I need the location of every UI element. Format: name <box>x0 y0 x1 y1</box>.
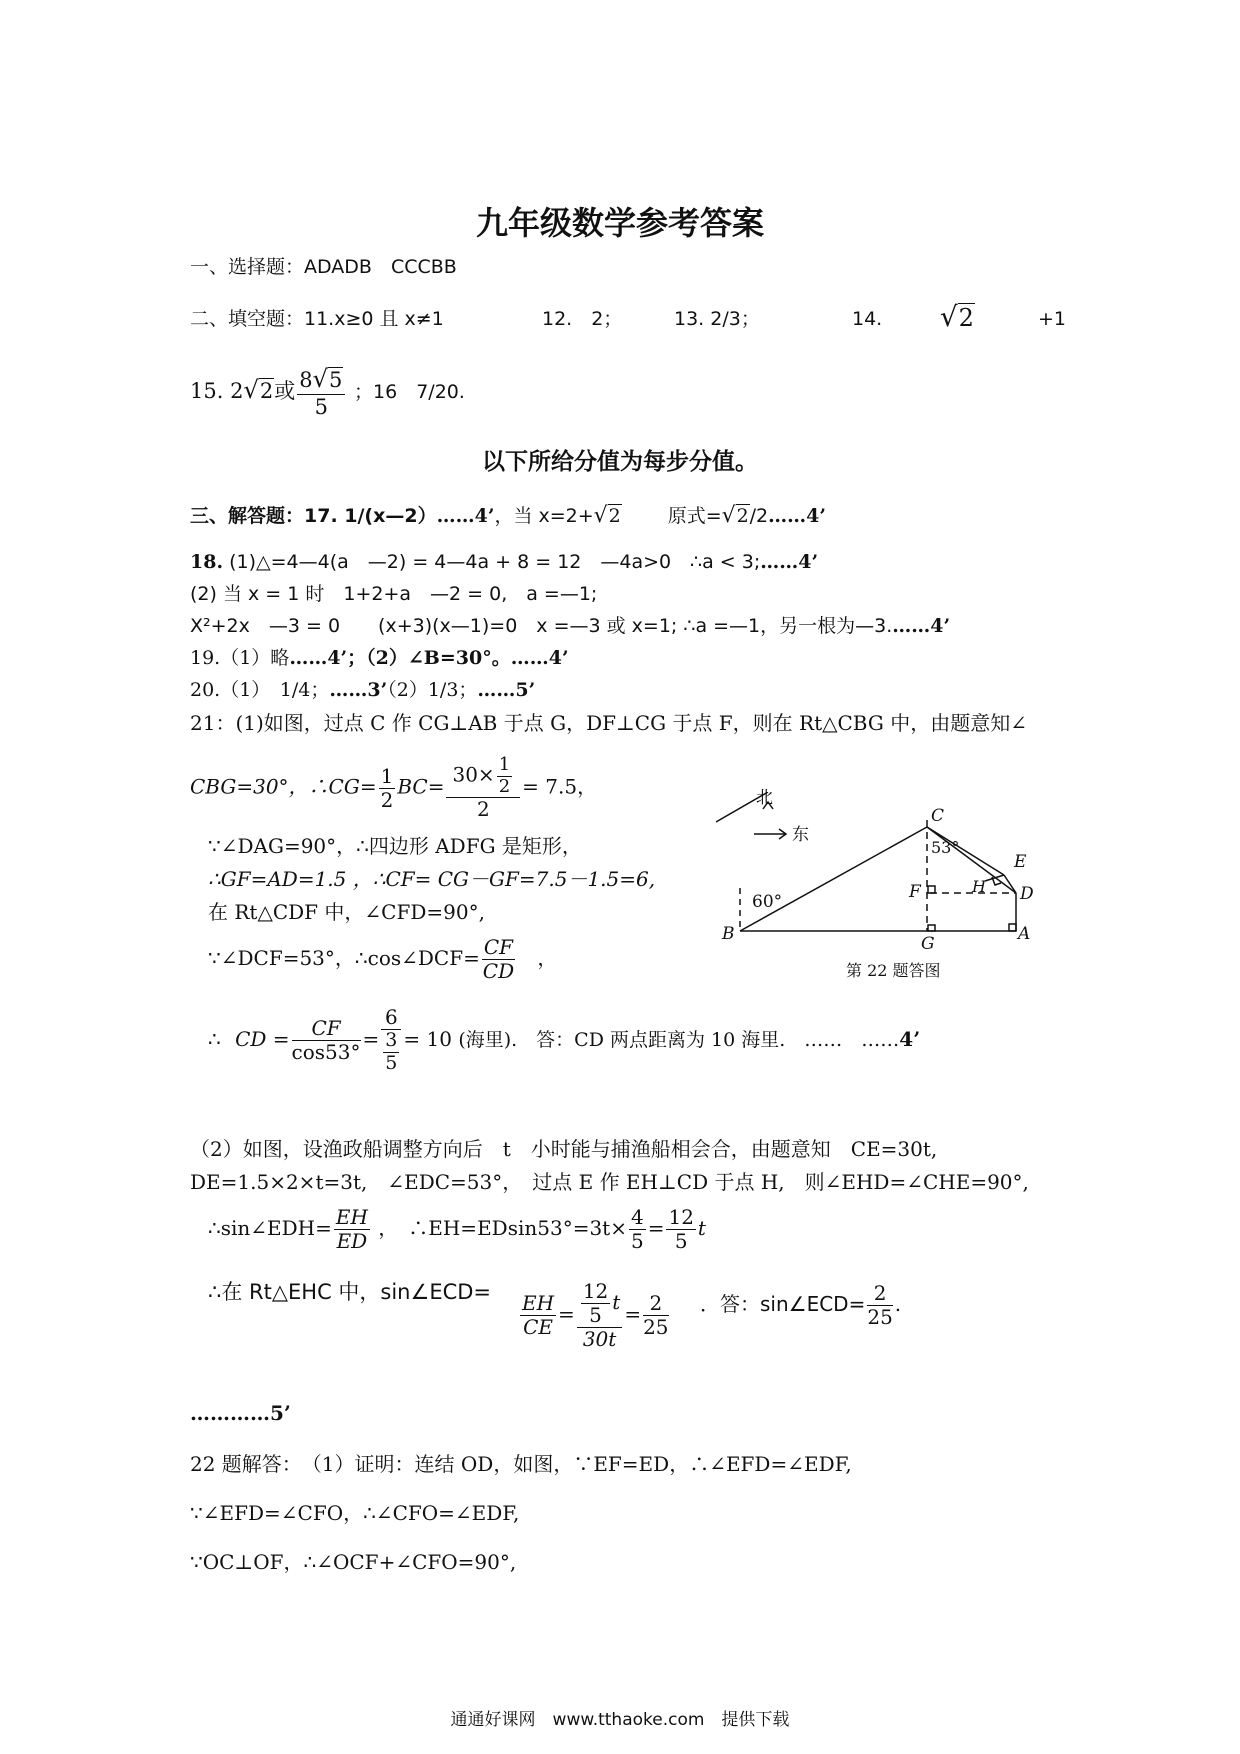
fill-blank-13: 13. 2/3； <box>674 308 760 330</box>
answer-21-line4: ∴GF=AD=1.5 ，∴CF= CG－GF=7.5－1.5=6, <box>208 867 656 891</box>
page-footer: 通通好课网 www.tthaoke.com 提供下载 <box>450 1710 790 1730</box>
fill-blank-12: 12. 2； <box>542 308 623 330</box>
answer-18-line2: (2) 当 x = 1 时 1+2+a —2 = 0, a =—1; <box>190 583 598 605</box>
segment-BC <box>740 827 927 931</box>
answer-21-part2-sine-fraction: $\frac{EH}{CE}$ = $\frac{12}{5}$ t 30t = $\frac{2}{25}$ <box>522 1279 669 1351</box>
geometry-diagram-svg <box>716 788 1046 982</box>
label-E: E <box>1014 852 1027 872</box>
multiple-choice-answers: 一、选择题：ADADB CCCBB <box>190 256 457 278</box>
scoring-note: 以下所给分值为每步分值。 <box>482 448 758 475</box>
answer-20: 20.（1） 1/4；……3’（2）1/3；……5’ <box>190 679 536 701</box>
answer-22-line1: 22 题解答： （1）证明：连结 OD，如图，∵EF=ED，∴∠EFD=∠EDF, <box>190 1452 852 1476</box>
answer-21-part2-line2: DE=1.5×2×t=3t, ∠EDC=53°， 过点 E 作 EH⊥CD 于点 H, 则∠EHD=∠CHE=90°, <box>190 1170 1029 1194</box>
answer-17: 三、解答题：17. 1/(x—2）……4’，当 x=2+√2 原式=√2/2……4’ <box>190 503 826 528</box>
right-angle-A <box>1009 924 1016 931</box>
label-F: F <box>909 882 921 902</box>
label-B: B <box>722 924 735 944</box>
answer-19: 19.（1）略……4’；（2）∠B=30°。……4’ <box>190 647 569 669</box>
answer-18-line3: X²+2x —3 = 0 (x+3)(x—1)=0 x =—3 或 x=1; ∴a =—1，另一根为—3.……4’ <box>190 615 951 637</box>
label-angle-53: 53° <box>931 838 960 857</box>
answer-21-part2-line1: （2）如图，设渔政船调整方向后 t 小时能与捕渔船相会合，由题意知 CE=30t, <box>190 1137 938 1161</box>
answer-21-line3: ∵∠DAG=90°，∴四边形 ADFG 是矩形， <box>208 834 582 858</box>
answer-18-line1: 18. (1)△=4—4(a —2) = 4—4a + 8 = 12 —4a>0 <box>190 551 672 573</box>
label-C: C <box>931 806 945 826</box>
label-A: A <box>1018 924 1031 944</box>
answer-18-line1-conclusion: ∴a < 3;……4’ <box>690 551 819 573</box>
segment-ED <box>1004 875 1016 893</box>
answer-22-line3: ∵OC⊥OF，∴∠OCF+∠CFO=90°, <box>190 1550 517 1574</box>
page-title: 九年级数学参考答案 <box>475 204 764 242</box>
answer-21-part2-score: …………5’ <box>190 1401 291 1425</box>
answer-21-part2-line3: ∴sin∠EDH= $\frac{EH}{ED}$ ， ∴EH=EDsin53°=3t× $\frac{4}{5}$ = $\frac{12}{5}$ t <box>208 1205 706 1253</box>
answer-21-line5: 在 Rt△CDF 中，∠CFD=90°, <box>208 900 485 924</box>
right-angle-F <box>928 886 935 893</box>
fill-blank-11: 二、填空题：11.x≥0 且 x≠1 <box>190 308 444 330</box>
label-angle-60: 60° <box>752 892 783 912</box>
label-D: D <box>1020 884 1034 904</box>
label-G: G <box>921 934 935 954</box>
label-north: 北 <box>756 788 773 808</box>
answer-21-line1: 21：(1)如图，过点 C 作 CG⊥AB 于点 G，DF⊥CG 于点 F，则在 Rt△CBG 中，由题意知∠ <box>190 711 1027 735</box>
fill-blank-14-sqrt: √2 <box>940 300 974 333</box>
fill-blank-14-tail: +1 <box>1038 308 1067 330</box>
answer-21-part2-conclusion: ．答：sin∠ECD= $\frac{2}{25}$ . <box>700 1281 902 1329</box>
label-east: 东 <box>792 825 809 845</box>
label-H: H <box>972 877 986 896</box>
geometry-figure <box>716 788 1046 982</box>
answer-21-line7: ∴ CD = $\frac{CF}{\cos 53^\circ}$ = 6 3 5 = 10 (海里). 答：CD 两点距离为 10 海里. …… ……4’ <box>208 1005 921 1074</box>
right-angle-G <box>928 925 935 931</box>
fill-blank-14: 14. <box>852 308 883 330</box>
figure-caption: 第 22 题答图 <box>846 961 941 980</box>
answer-21-line2: CBG=30°，∴CG= $\frac{1}{2}$ BC= 30× $\frac{1}{2}$ 2 = 7.5， <box>190 754 598 822</box>
answer-21-part2-line4: ∴在 Rt△EHC 中，sin∠ECD= <box>208 1280 492 1304</box>
segment-EH <box>985 875 1004 881</box>
answer-22-line2: ∵∠EFD=∠CFO，∴∠CFO=∠EDF, <box>190 1501 520 1525</box>
fill-blank-15: 15. 2√2或 $\frac{8√5}{5}$ ；16 7/20. <box>190 365 465 419</box>
answer-21-line6: ∵∠DCF=53°，∴cos∠DCF= $\frac{CF}{CD}$ ， <box>208 935 558 983</box>
